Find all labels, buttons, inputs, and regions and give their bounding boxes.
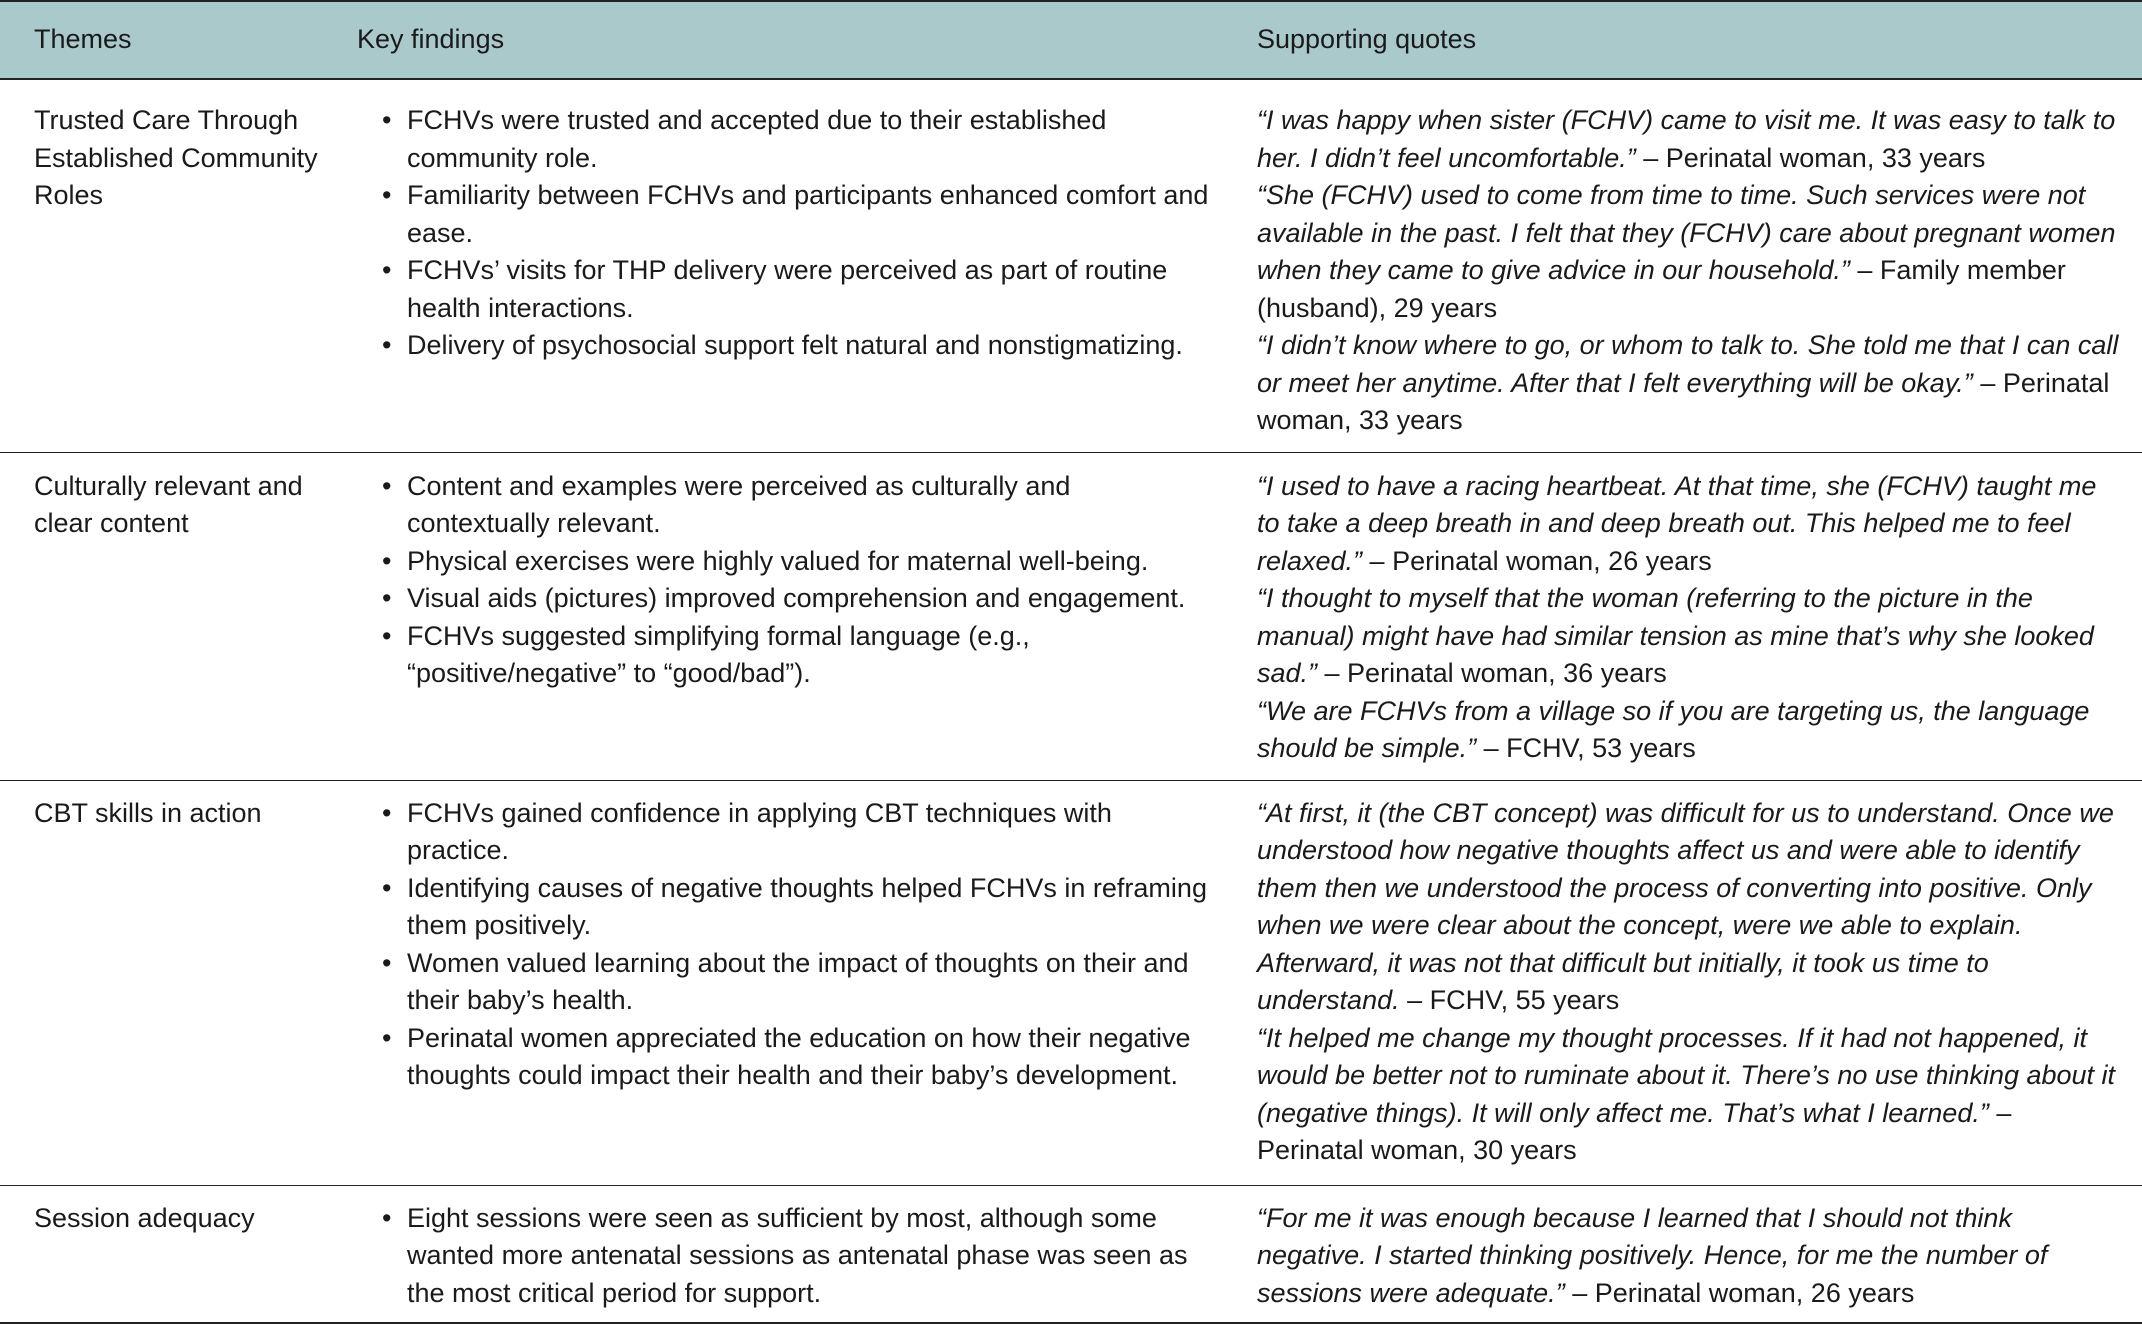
- quote-block: [1257, 1020, 2122, 1170]
- finding-item: • Identifying causes of negative thoughts helped FCHVs in reframing them positively.: [382, 870, 1217, 945]
- quote-block: [1257, 1200, 2122, 1313]
- table-row: [0, 780, 2142, 1185]
- quote-block: [1257, 327, 2122, 440]
- finding-item: • Visual aids (pictures) improved comprehension and engagement.: [382, 580, 1217, 618]
- finding-item: • FCHVs suggested simplifying formal language (e.g., “positive/negative” to “good/bad”).: [382, 618, 1217, 693]
- theme-cell: Trusted Care Through Established Community Roles: [34, 105, 318, 210]
- quotes-cell: [1257, 452, 2142, 780]
- table-row: [0, 452, 2142, 780]
- findings-cell: [355, 452, 1257, 780]
- table-row: [0, 1185, 2142, 1323]
- theme-cell: Session adequacy: [34, 1202, 255, 1233]
- header-supporting-quotes: Supporting quotes: [1257, 1, 2142, 79]
- quote-source: – Perinatal woman, 33 years: [1257, 367, 2110, 435]
- quote-block: [1257, 102, 2122, 177]
- quote-text: “I didn’t know where to go, or whom to talk to. She told me that I can call or meet her anytime. After that I felt everything will be okay.”: [1257, 330, 2119, 398]
- quote-source: – Perinatal woman, 33 years: [1635, 142, 1986, 173]
- finding-item: • Eight sessions were seen as sufficient by most, although some wanted more antenatal sessions as antenatal phase was seen as the most critical period for support.: [382, 1200, 1217, 1313]
- finding-item: • FCHVs gained confidence in applying CBT techniques with practice.: [382, 795, 1217, 870]
- quote-text: “At first, it (the CBT concept) was difficult for us to understand. Once we understood how negative thoughts affect us and were able to identify them then we understood the process of converting into positive. Only when we were clear about the concept, were we able to explain. Afterward, it was not that difficult but initially, it took us time to understand.: [1257, 797, 2114, 1015]
- quote-source: – FCHV, 53 years: [1476, 733, 1696, 763]
- header-themes: Themes: [0, 1, 355, 79]
- finding-item: • Delivery of psychosocial support felt natural and nonstigmatizing.: [382, 327, 1217, 365]
- quote-text: “We are FCHVs from a village so if you are targeting us, the language should be simple.”: [1257, 695, 2090, 763]
- quote-block: [1257, 693, 2122, 768]
- quote-source: – Perinatal woman, 26 years: [1362, 545, 1712, 576]
- theme-cell: Culturally relevant and clear content: [34, 470, 303, 538]
- quote-block: [1257, 177, 2122, 327]
- quotes-cell: [1257, 780, 2142, 1185]
- quote-source: – Perinatal woman, 36 years: [1317, 658, 1667, 688]
- finding-item: • Familiarity between FCHVs and participants enhanced comfort and ease.: [382, 177, 1217, 252]
- finding-item: • Perinatal women appreciated the education on how their negative thoughts could impact their health and their baby’s development.: [382, 1020, 1217, 1095]
- quote-text: “She (FCHV) used to come from time to time. Such services were not available in the past. I felt that they (FCHV) care about pregnant women when they came to give advice in our household.”: [1257, 180, 2116, 285]
- findings-cell: [355, 79, 1257, 452]
- quote-block: [1257, 468, 2122, 581]
- header-key-findings: Key findings: [355, 1, 1257, 79]
- quote-source: – Perinatal woman, 26 years: [1564, 1277, 1915, 1308]
- quote-text: “I was happy when sister (FCHV) came to visit me. It was easy to talk to her. I didn’t feel uncomfortable.”: [1257, 105, 2116, 173]
- table-row: [0, 79, 2142, 452]
- finding-item: • Content and examples were perceived as culturally and contextually relevant.: [382, 468, 1217, 543]
- findings-cell: [355, 780, 1257, 1185]
- finding-item: • Women valued learning about the impact of thoughts on their and their baby’s health.: [382, 945, 1217, 1020]
- quote-block: [1257, 795, 2122, 1020]
- findings-cell: [355, 1185, 1257, 1323]
- finding-item: • Physical exercises were highly valued for maternal well-being.: [382, 543, 1217, 581]
- quote-source: – Perinatal woman, 30 years: [1257, 1097, 2012, 1165]
- quotes-cell: [1257, 1185, 2142, 1323]
- quote-text: “It helped me change my thought processes. If it had not happened, it would be better not to ruminate about it. There’s no use thinking about it (negative things). It will only affect me. That’s what I learned.”: [1257, 1022, 2116, 1128]
- quote-block: [1257, 580, 2122, 693]
- quotes-cell: [1257, 79, 2142, 452]
- theme-cell: CBT skills in action: [34, 797, 262, 828]
- header-row: [0, 1, 2142, 79]
- finding-item: • FCHVs’ visits for THP delivery were perceived as part of routine health interactions.: [382, 252, 1217, 327]
- quote-text: “I thought to myself that the woman (referring to the picture in the manual) might have had similar tension as mine that’s why she looked sad.”: [1257, 583, 2094, 688]
- quote-source: – FCHV, 55 years: [1399, 985, 1620, 1015]
- quote-text: “I used to have a racing heartbeat. At that time, she (FCHV) taught me to take a deep breath in and deep breath out. This helped me to feel relaxed.”: [1257, 470, 2097, 576]
- quote-source: – Family member (husband), 29 years: [1257, 255, 2066, 323]
- finding-item: • FCHVs were trusted and accepted due to their established community role.: [382, 102, 1217, 177]
- quote-text: “For me it was enough because I learned that I should not think negative. I started thinking positively. Hence, for me the number of sessions were adequate.”: [1257, 1202, 2048, 1308]
